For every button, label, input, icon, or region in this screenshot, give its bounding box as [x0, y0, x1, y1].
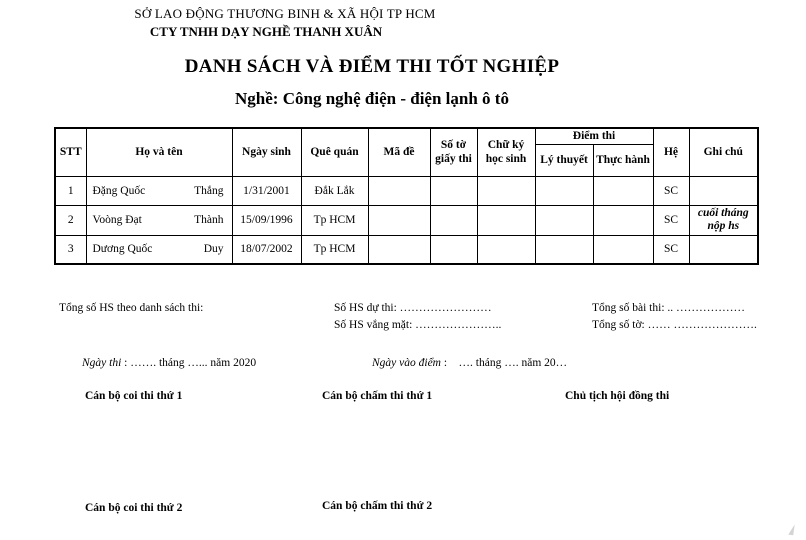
- cell-notes: cuối tháng nộp hs: [689, 206, 758, 235]
- cell-system: SC: [653, 235, 689, 264]
- name-first: Dương Quốc: [92, 242, 153, 255]
- org-name: SỞ LAO ĐỘNG THƯƠNG BINH & XÃ HỘI TP HCM: [134, 6, 436, 21]
- summary-total-papers: Tổng số bài thi: .. ………………: [592, 302, 746, 314]
- cell-stt: 2: [55, 206, 86, 235]
- col-header-signature: Chữ ký học sinh: [477, 128, 535, 177]
- signature-grader-1: Cán bộ chấm thi thứ 1: [322, 390, 433, 402]
- cell-sheets: [430, 177, 477, 206]
- cell-dob: 15/09/1996: [232, 206, 301, 235]
- name-first: Voòng Đạt: [92, 213, 142, 226]
- table-row: [55, 206, 758, 235]
- cell-system: SC: [653, 177, 689, 206]
- cell-theory: [535, 206, 593, 235]
- col-header-system: Hệ: [653, 128, 689, 177]
- col-header-stt: STT: [55, 128, 86, 177]
- company-name: CTY TNHH DẠY NGHỀ THANH XUÂN: [149, 24, 383, 39]
- signature-proctor-1: Cán bộ coi thi thứ 1: [85, 390, 183, 402]
- cell-system: SC: [653, 206, 689, 235]
- cell-hometown: Tp HCM: [301, 206, 368, 235]
- name-wrap: [89, 243, 230, 256]
- cell-exam-code: [368, 177, 430, 206]
- col-header-dob: Ngày sinh: [232, 128, 301, 177]
- name-wrap: [89, 185, 230, 198]
- signature-grader-2: Cán bộ chấm thi thứ 2: [322, 500, 433, 512]
- col-header-score-group: Điểm thi: [535, 128, 653, 145]
- col-header-name: Họ và tên: [86, 128, 232, 177]
- page-title: DANH SÁCH VÀ ĐIỂM THI TỐT NGHIỆP: [184, 56, 560, 77]
- exam-date-value: : ……. tháng …... năm 2020: [121, 357, 257, 369]
- exam-date-line: [82, 356, 256, 370]
- cell-dob: 1/31/2001: [232, 177, 301, 206]
- col-header-practice: Thực hành: [593, 145, 653, 177]
- cell-practice: [593, 177, 653, 206]
- cell-exam-code: [368, 235, 430, 264]
- entry-date-value: : …. tháng …. năm 20…: [440, 357, 568, 369]
- cell-hometown: Tp HCM: [301, 235, 368, 264]
- table-row: [55, 235, 758, 264]
- cell-stt: 3: [55, 235, 86, 264]
- summary-total-sheets: Tổng số tờ: …… ………………….: [592, 319, 757, 331]
- cell-stt: 1: [55, 177, 86, 206]
- cell-signature: [477, 206, 535, 235]
- cell-exam-code: [368, 206, 430, 235]
- cell-hometown: Đắk Lắk: [301, 177, 368, 206]
- col-header-sheets: Số tờ giấy thi: [430, 128, 477, 177]
- exam-date-label: Ngày thi: [82, 357, 122, 369]
- col-header-exam-code: Mã đề: [368, 128, 430, 177]
- page-subtitle: Nghề: Công nghệ điện - điện lạnh ô tô: [235, 89, 509, 108]
- name-last: Thắng: [194, 184, 224, 197]
- summary-absent: Số HS vắng mặt: …………………..: [334, 319, 502, 331]
- cell-name: [86, 177, 232, 206]
- summary-attending: Số HS dự thi: ……………………: [334, 302, 492, 314]
- name-last: Duy: [203, 242, 224, 255]
- score-table: [54, 127, 759, 265]
- page-corner-artifact: [788, 524, 794, 536]
- summary-total-listed: Tổng số HS theo danh sách thi:: [59, 302, 204, 314]
- cell-dob: 18/07/2002: [232, 235, 301, 264]
- cell-sheets: [430, 235, 477, 264]
- signature-proctor-2: Cán bộ coi thi thứ 2: [85, 502, 183, 514]
- cell-signature: [477, 177, 535, 206]
- col-header-theory: Lý thuyết: [535, 145, 593, 177]
- signature-chairman: Chủ tịch hội đồng thi: [565, 390, 670, 402]
- entry-date-line: [372, 356, 567, 370]
- cell-name: [86, 206, 232, 235]
- name-last: Thành: [194, 213, 224, 226]
- cell-name: [86, 235, 232, 264]
- cell-signature: [477, 235, 535, 264]
- name-wrap: [89, 214, 230, 227]
- cell-sheets: [430, 206, 477, 235]
- entry-date-label: Ngày vào điểm: [372, 357, 441, 369]
- cell-notes: [689, 177, 758, 206]
- name-first: Đặng Quốc: [92, 184, 146, 197]
- col-header-notes: Ghi chú: [689, 128, 758, 177]
- cell-theory: [535, 177, 593, 206]
- table-header-row-1: [55, 128, 758, 145]
- table-row: [55, 177, 758, 206]
- col-header-hometown: Quê quán: [301, 128, 368, 177]
- cell-theory: [535, 235, 593, 264]
- cell-practice: [593, 206, 653, 235]
- cell-practice: [593, 235, 653, 264]
- cell-notes: [689, 235, 758, 264]
